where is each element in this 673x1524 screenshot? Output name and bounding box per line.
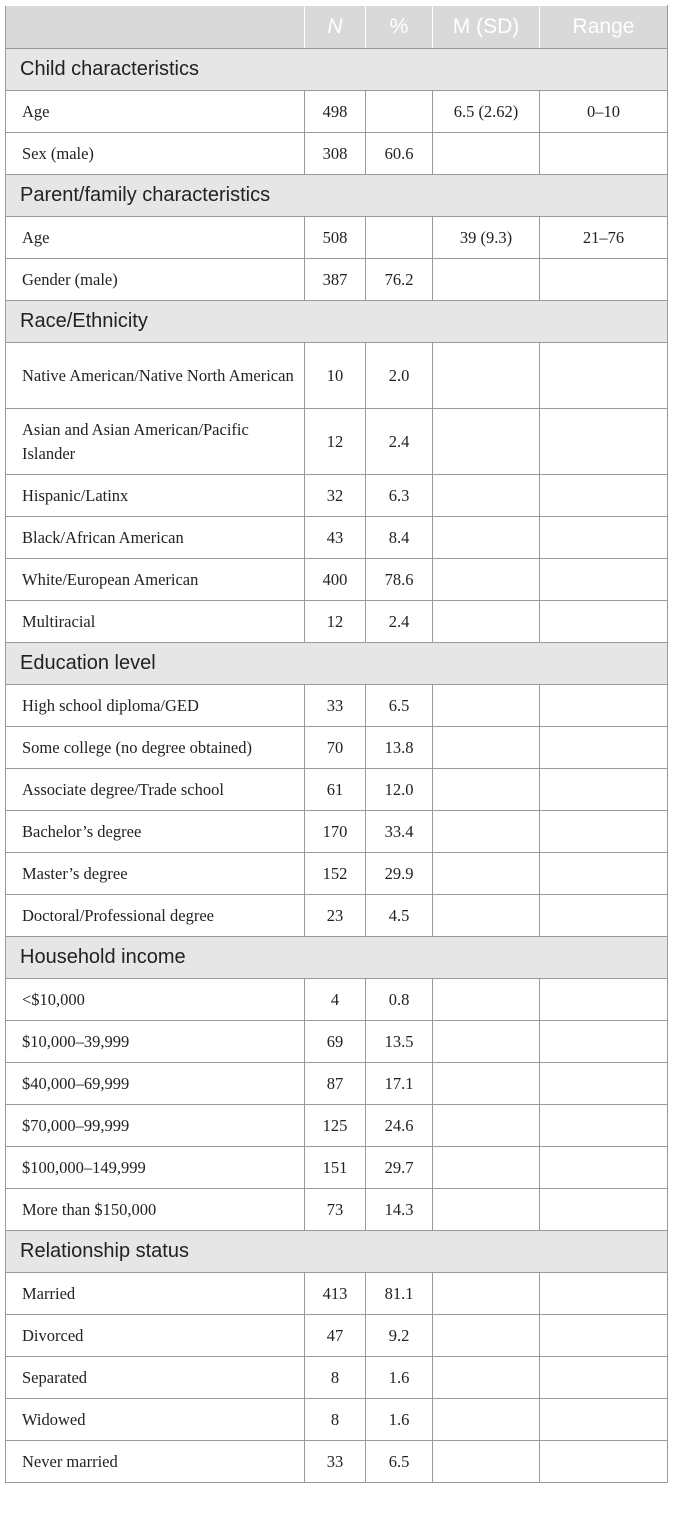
cell-mean-sd [433,853,540,895]
cell-n: 4 [305,979,366,1021]
cell-range [540,1357,668,1399]
cell-percent: 24.6 [366,1105,433,1147]
cell-range [540,409,668,475]
cell-range [540,811,668,853]
cell-n: 8 [305,1357,366,1399]
cell-n: 69 [305,1021,366,1063]
cell-n: 43 [305,517,366,559]
row-label: Bachelor’s degree [6,811,305,853]
cell-n: 12 [305,409,366,475]
row-label: Associate degree/Trade school [6,769,305,811]
header-sd: SD [483,15,513,38]
cell-range [540,1273,668,1315]
section-title: Relationship status [6,1231,668,1273]
cell-mean-sd [433,1021,540,1063]
cell-n: 8 [305,1399,366,1441]
header-mean: M [452,15,471,38]
cell-mean-sd: 6.5 (2.62) [433,91,540,133]
cell-mean-sd [433,1105,540,1147]
cell-range [540,1105,668,1147]
cell-percent: 2.0 [366,343,433,409]
section-header-row [6,937,668,979]
cell-mean-sd [433,1399,540,1441]
section-title: Parent/family characteristics [6,175,668,217]
cell-n: 33 [305,1441,366,1483]
cell-percent: 17.1 [366,1063,433,1105]
cell-range [540,685,668,727]
cell-percent: 2.4 [366,601,433,643]
cell-n: 498 [305,91,366,133]
section-title: Race/Ethnicity [6,301,668,343]
cell-range [540,259,668,301]
cell-mean-sd [433,517,540,559]
cell-percent: 29.9 [366,853,433,895]
cell-n: 170 [305,811,366,853]
table-row [6,1147,668,1189]
cell-percent: 29.7 [366,1147,433,1189]
table-row [6,685,668,727]
cell-mean-sd [433,1147,540,1189]
cell-n: 308 [305,133,366,175]
cell-percent: 9.2 [366,1315,433,1357]
section-header-row [6,1231,668,1273]
row-label: Master’s degree [6,853,305,895]
table-row [6,1273,668,1315]
row-label: Hispanic/Latinx [6,475,305,517]
cell-percent: 13.8 [366,727,433,769]
cell-n: 400 [305,559,366,601]
cell-percent: 6.5 [366,1441,433,1483]
cell-percent [366,91,433,133]
cell-range [540,979,668,1021]
cell-percent: 1.6 [366,1399,433,1441]
cell-mean-sd [433,895,540,937]
cell-percent: 13.5 [366,1021,433,1063]
cell-range [540,559,668,601]
row-label: Never married [6,1441,305,1483]
cell-percent: 60.6 [366,133,433,175]
cell-n: 33 [305,685,366,727]
cell-n: 387 [305,259,366,301]
cell-range [540,769,668,811]
table-header [6,6,668,49]
cell-n: 23 [305,895,366,937]
section-header-row [6,175,668,217]
header-percent: % [366,6,433,49]
section-header-row [6,643,668,685]
table-row [6,133,668,175]
cell-mean-sd [433,259,540,301]
cell-range [540,601,668,643]
table-row [6,1063,668,1105]
row-label: Gender (male) [6,259,305,301]
header-label-cell [6,6,305,49]
cell-mean-sd [433,133,540,175]
cell-n: 70 [305,727,366,769]
cell-mean-sd [433,601,540,643]
row-label: Sex (male) [6,133,305,175]
table-row [6,1021,668,1063]
table-row [6,727,668,769]
row-label: Native American/Native North American [6,343,305,409]
section-title: Education level [6,643,668,685]
row-label: Black/African American [6,517,305,559]
table-body [6,49,668,1483]
table-row [6,769,668,811]
table-row [6,979,668,1021]
cell-percent: 4.5 [366,895,433,937]
table-row [6,1399,668,1441]
cell-n: 73 [305,1189,366,1231]
row-label: <$10,000 [6,979,305,1021]
cell-mean-sd [433,979,540,1021]
cell-range: 0–10 [540,91,668,133]
cell-mean-sd [433,811,540,853]
cell-percent: 12.0 [366,769,433,811]
section-title: Household income [6,937,668,979]
cell-percent: 81.1 [366,1273,433,1315]
table-row [6,1315,668,1357]
cell-range [540,475,668,517]
row-label: Multiracial [6,601,305,643]
cell-n: 47 [305,1315,366,1357]
cell-percent: 6.5 [366,685,433,727]
row-label: Some college (no degree obtained) [6,727,305,769]
row-label: $100,000–149,999 [6,1147,305,1189]
cell-range [540,895,668,937]
cell-mean-sd [433,559,540,601]
cell-range [540,1189,668,1231]
table-row [6,217,668,259]
cell-range [540,343,668,409]
cell-range [540,1315,668,1357]
cell-percent: 76.2 [366,259,433,301]
cell-mean-sd [433,1315,540,1357]
cell-mean-sd [433,769,540,811]
cell-n: 61 [305,769,366,811]
cell-percent: 0.8 [366,979,433,1021]
table-row [6,1441,668,1483]
table-row [6,475,668,517]
row-label: Doctoral/Professional degree [6,895,305,937]
cell-percent: 14.3 [366,1189,433,1231]
row-label: Asian and Asian American/Pacific Islander [6,409,305,475]
cell-mean-sd [433,1273,540,1315]
cell-n: 413 [305,1273,366,1315]
header-range: Range [540,6,668,49]
cell-mean-sd [433,1063,540,1105]
row-label: Age [6,217,305,259]
header-mean-sd: M (SD) [433,6,540,49]
section-header-row [6,301,668,343]
table-row [6,853,668,895]
table-row [6,895,668,937]
cell-range [540,727,668,769]
row-label: Separated [6,1357,305,1399]
table-row [6,601,668,643]
cell-n: 32 [305,475,366,517]
cell-range [540,133,668,175]
cell-percent: 33.4 [366,811,433,853]
cell-range [540,1063,668,1105]
row-label: Divorced [6,1315,305,1357]
row-label: White/European American [6,559,305,601]
row-label: Married [6,1273,305,1315]
table-row [6,811,668,853]
cell-percent [366,217,433,259]
cell-mean-sd: 39 (9.3) [433,217,540,259]
cell-percent: 78.6 [366,559,433,601]
cell-range [540,517,668,559]
table-row [6,559,668,601]
cell-n: 151 [305,1147,366,1189]
row-label: $70,000–99,999 [6,1105,305,1147]
cell-n: 87 [305,1063,366,1105]
row-label: $10,000–39,999 [6,1021,305,1063]
header-n: N [305,6,366,49]
cell-n: 152 [305,853,366,895]
cell-mean-sd [433,343,540,409]
cell-n: 10 [305,343,366,409]
cell-n: 508 [305,217,366,259]
cell-range [540,1399,668,1441]
cell-percent: 8.4 [366,517,433,559]
demographics-table [5,5,668,1483]
cell-percent: 2.4 [366,409,433,475]
cell-range: 21–76 [540,217,668,259]
table-row [6,343,668,409]
table-row [6,1105,668,1147]
section-header-row [6,49,668,91]
table-row [6,259,668,301]
cell-mean-sd [433,1189,540,1231]
cell-n: 12 [305,601,366,643]
row-label: $40,000–69,999 [6,1063,305,1105]
cell-percent: 6.3 [366,475,433,517]
row-label: Widowed [6,1399,305,1441]
table-row [6,1357,668,1399]
cell-mean-sd [433,409,540,475]
table-row [6,91,668,133]
cell-range [540,853,668,895]
cell-mean-sd [433,1357,540,1399]
cell-range [540,1021,668,1063]
cell-range [540,1441,668,1483]
cell-range [540,1147,668,1189]
cell-percent: 1.6 [366,1357,433,1399]
table-row [6,517,668,559]
table-row [6,409,668,475]
cell-mean-sd [433,727,540,769]
table-row [6,1189,668,1231]
row-label: High school diploma/GED [6,685,305,727]
cell-mean-sd [433,685,540,727]
section-title: Child characteristics [6,49,668,91]
row-label: Age [6,91,305,133]
cell-mean-sd [433,475,540,517]
row-label: More than $150,000 [6,1189,305,1231]
cell-mean-sd [433,1441,540,1483]
cell-n: 125 [305,1105,366,1147]
